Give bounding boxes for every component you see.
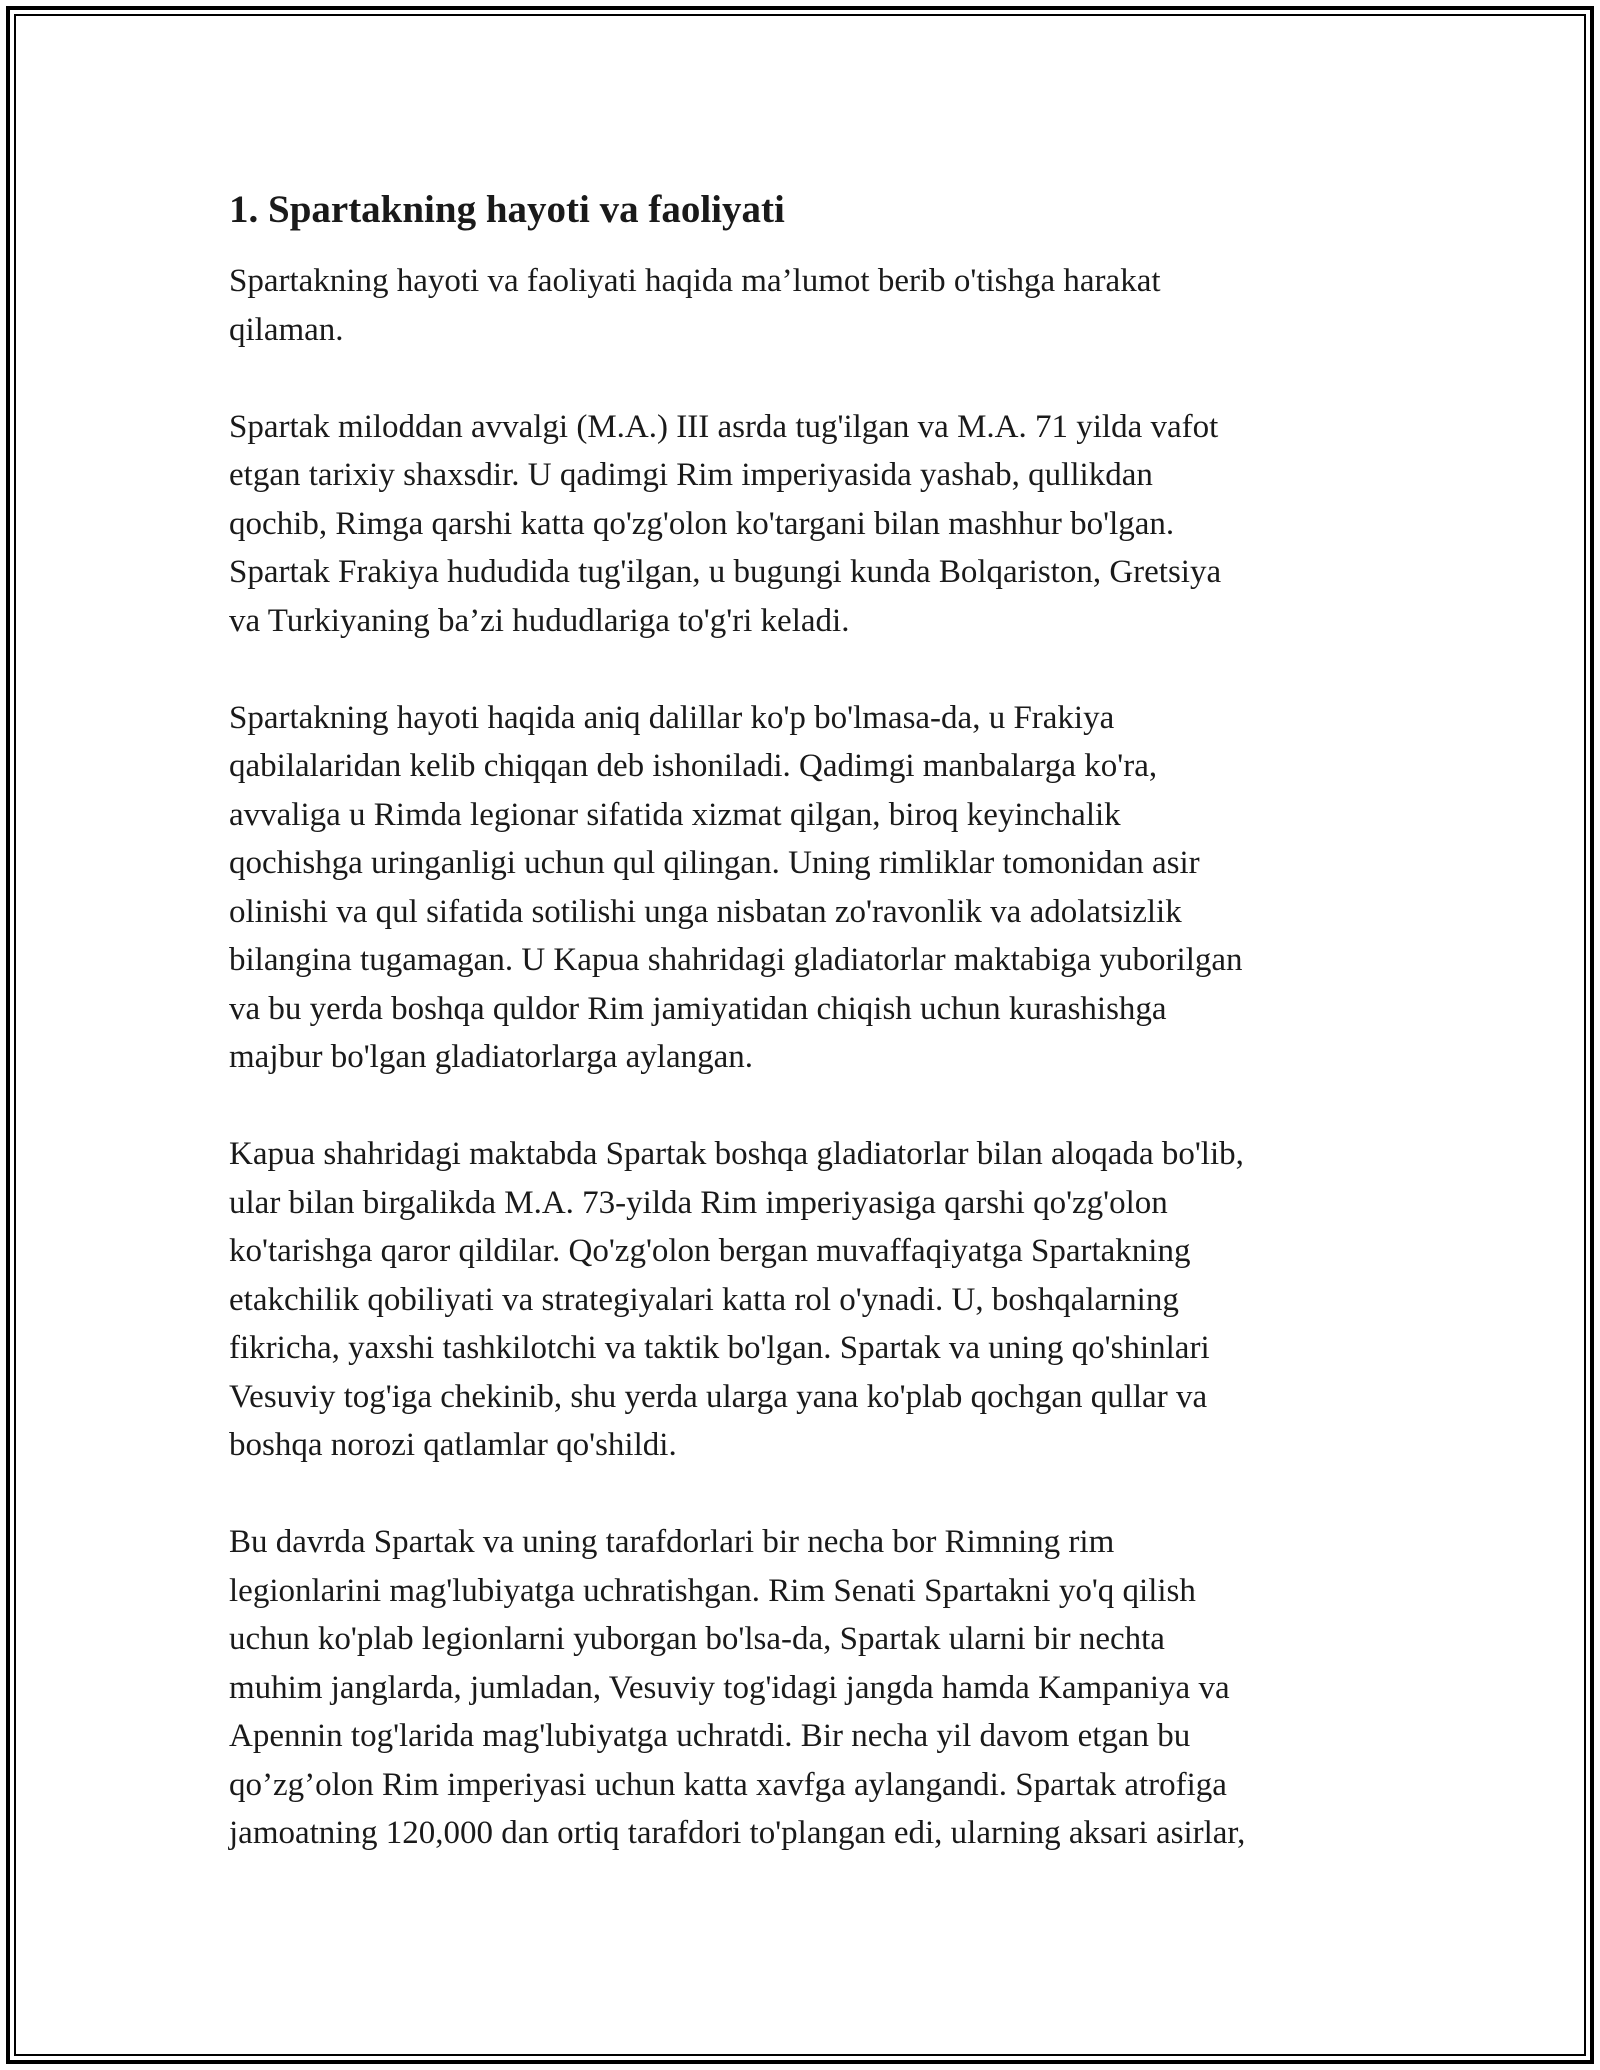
paragraph-birth (229, 403, 1379, 646)
text-line: Spartak miloddan avvalgi (M.A.) III asrda tug'ilgan va M.A. 71 yilda vafot (229, 408, 1219, 445)
text-line: Vesuviy tog'iga chekinib, shu yerda ularga yana ko'plab qochgan qullar va (229, 1378, 1208, 1415)
text-line: Apennin tog'larida mag'lubiyatga uchratdi. Bir necha yil davom etgan bu (229, 1718, 1191, 1754)
text-line: jamoatning 120,000 dan ortiq tarafdori to'plangan edi, ularning aksari asirlar, (229, 1815, 1246, 1851)
text-line: Bu davrda Spartak va uning tarafdorlari bir necha bor Rimning rim (229, 1524, 1115, 1560)
text-line: qabilalaridan kelib chiqqan deb ishoniladi. Qadimgi manbalarga ko'ra, (229, 748, 1158, 784)
text-line: olinishi va qul sifatida sotilishi unga nisbatan zo'ravonlik va adolatsizlik (229, 893, 1182, 930)
text-line: va Turkiyaning ba’zi hududlariga to'g'ri keladi. (229, 602, 850, 639)
text-line: Spartak Frakiya hududida tug'ilgan, u bugungi kunda Bolqariston, Gretsiya (229, 554, 1222, 590)
text-line: qochishga uringanligi uchun qul qilingan. Uning rimliklar tomonidan asir (229, 845, 1200, 881)
text-line: boshqa norozi qatlamlar qo'shildi. (229, 1427, 677, 1463)
text-line: ko'tarishga qaror qildilar. Qo'zg'olon bergan muvaffaqiyatga Spartakning (229, 1233, 1191, 1269)
text-line: uchun ko'plab legionlarni yuborgan bo'lsa-da, Spartak ularni bir nechta (229, 1621, 1165, 1657)
text-line: majbur bo'lgan gladiatorlarga aylangan. (229, 1039, 753, 1075)
text-line: etgan tarixiy shaxsdir. U qadimgi Rim imperiyasida yashab, qullikdan (229, 457, 1153, 493)
paragraph-early-life (229, 694, 1379, 1082)
text-line: fikricha, yaxshi tashkilotchi va taktik bo'lgan. Spartak va uning qo'shinlari (229, 1330, 1210, 1366)
text-line: va bu yerda boshqa quldor Rim jamiyatidan chiqish uchun kurashishga (229, 990, 1167, 1027)
text-line: etakchilik qobiliyati va strategiyalari katta rol o'ynadi. U, boshqalarning (229, 1281, 1179, 1318)
text-line: qo’zg’olon Rim imperiyasi uchun katta xavfga aylangandi. Spartak atrofiga (229, 1766, 1227, 1803)
text-line: bilangina tugamagan. U Kapua shahridagi gladiatorlar maktabiga yuborilgan (229, 942, 1243, 978)
paragraph-uprising (229, 1130, 1379, 1470)
text-line: qilaman. (229, 311, 344, 348)
text-line: avvaliga u Rimda legionar sifatida xizmat qilgan, biroq keyinchalik (229, 796, 1121, 833)
text-line: qochib, Rimga qarshi katta qo'zg'olon ko'targani bilan mashhur bo'lgan. (229, 505, 1175, 542)
text-line: legionlarini mag'lubiyatga uchratishgan. Rim Senati Spartakni yo'q qilish (229, 1572, 1196, 1609)
document-body (229, 185, 1379, 1906)
section-heading: 1. Spartakning hayoti va faoliyati (229, 188, 785, 231)
paragraph-intro (229, 257, 1379, 354)
text-line: ular bilan birgalikda M.A. 73-yilda Rim imperiyasiga qarshi qo'zg'olon (229, 1184, 1168, 1221)
text-line: Spartakning hayoti haqida aniq dalillar ko'p bo'lmasa-da, u Frakiya (229, 699, 1115, 736)
paragraph-battles (229, 1518, 1379, 1858)
text-line: Kapua shahridagi maktabda Spartak boshqa gladiatorlar bilan aloqada bo'lib, (229, 1136, 1244, 1172)
text-line: muhim janglarda, jumladan, Vesuviy tog'idagi jangda hamda Kampaniya va (229, 1669, 1230, 1706)
text-line: Spartakning hayoti va faoliyati haqida ma’lumot berib o'tishga harakat (229, 263, 1161, 299)
